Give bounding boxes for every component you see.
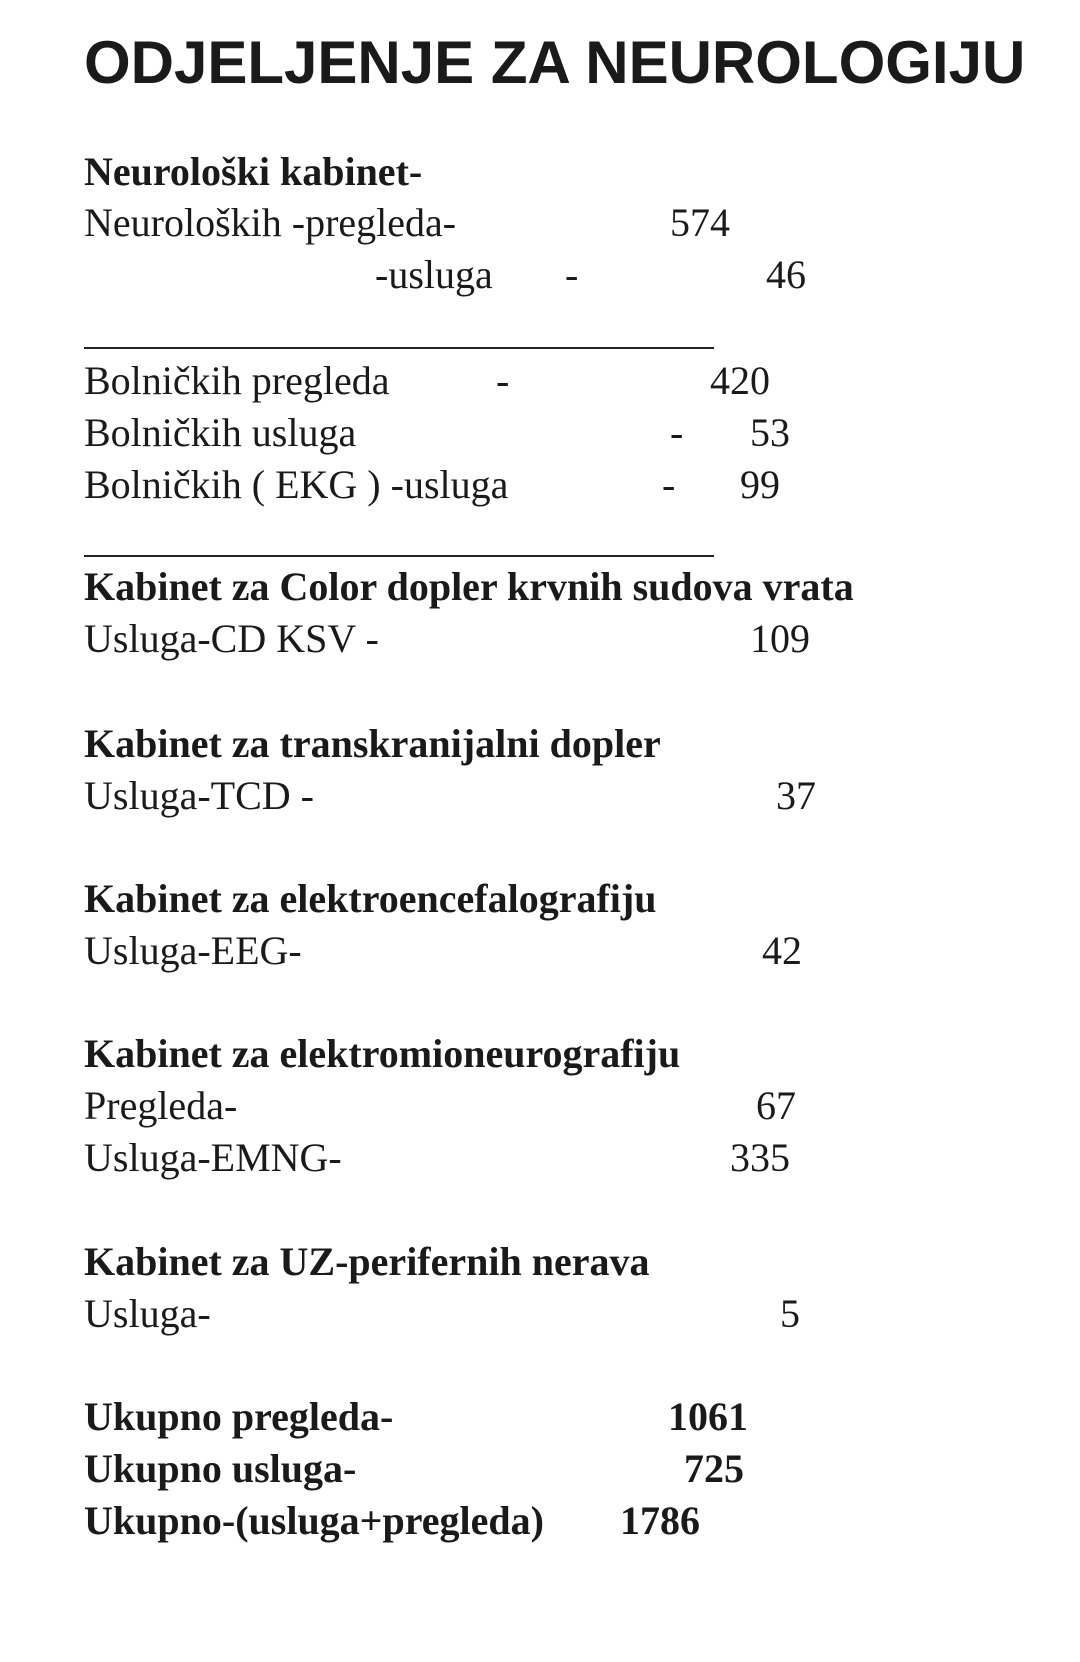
dash: - bbox=[670, 410, 684, 455]
label-ukupno-usluga-pregleda: Ukupno-(usluga+pregleda) bbox=[84, 1498, 544, 1543]
section-heading-emng: Kabinet za elektromioneurografiju bbox=[84, 1031, 681, 1076]
divider-line bbox=[84, 555, 714, 557]
value-neuroloskih-pregleda: 574 bbox=[670, 200, 730, 245]
label-bolnickih-ekg-usluga: Bolničkih ( EKG ) -usluga bbox=[84, 462, 509, 507]
label-ukupno-usluga: Ukupno usluga- bbox=[84, 1446, 357, 1491]
value-usluga-cd-ksv: 109 bbox=[750, 616, 810, 661]
label-usluga-tcd: Usluga-TCD - bbox=[84, 773, 314, 818]
label-bolnickih-usluga: Bolničkih usluga bbox=[84, 410, 357, 455]
label-neuroloskih-pregleda: Neuroloških -pregleda- bbox=[84, 200, 457, 245]
value-usluga-emng: 335 bbox=[730, 1135, 790, 1180]
value-ukupno-pregleda: 1061 bbox=[668, 1394, 748, 1439]
section-heading-tcd: Kabinet za transkranijalni dopler bbox=[84, 721, 661, 766]
value-bolnickih-ekg-usluga: 99 bbox=[740, 462, 780, 507]
value-pregleda: 67 bbox=[756, 1083, 796, 1128]
value-ukupno-usluga: 725 bbox=[684, 1446, 744, 1491]
value-usluga: 46 bbox=[766, 252, 806, 297]
section-heading-eeg: Kabinet za elektroencefalografiju bbox=[84, 876, 657, 921]
label-pregleda: Pregleda- bbox=[84, 1083, 238, 1128]
divider-line bbox=[84, 347, 714, 349]
label-usluga: -usluga bbox=[375, 252, 493, 297]
page-title: ODJELJENJE ZA NEUROLOGIJU bbox=[84, 29, 1026, 96]
section-heading-color-dopler: Kabinet za Color dopler krvnih sudova vrata bbox=[84, 564, 854, 609]
label-bolnickih-pregleda: Bolničkih pregleda bbox=[84, 358, 390, 403]
value-usluga-eeg: 42 bbox=[762, 928, 802, 973]
label-usluga-emng: Usluga-EMNG- bbox=[84, 1135, 342, 1180]
value-usluga-tcd: 37 bbox=[776, 773, 816, 818]
label-ukupno-pregleda: Ukupno pregleda- bbox=[84, 1394, 394, 1439]
dash: - bbox=[565, 252, 579, 297]
label-usluga-uz: Usluga- bbox=[84, 1291, 211, 1336]
value-ukupno-usluga-pregleda: 1786 bbox=[620, 1498, 700, 1543]
section-heading-neuroloski-kabinet: Neurološki kabinet- bbox=[84, 149, 423, 194]
value-bolnickih-pregleda: 420 bbox=[710, 358, 770, 403]
section-heading-uz: Kabinet za UZ-perifernih nerava bbox=[84, 1239, 650, 1284]
value-usluga-uz: 5 bbox=[780, 1291, 800, 1336]
label-usluga-cd-ksv: Usluga-CD KSV - bbox=[84, 616, 379, 661]
dash: - bbox=[496, 358, 510, 403]
label-usluga-eeg: Usluga-EEG- bbox=[84, 928, 302, 973]
dash: - bbox=[662, 462, 676, 507]
value-bolnickih-usluga: 53 bbox=[750, 410, 790, 455]
